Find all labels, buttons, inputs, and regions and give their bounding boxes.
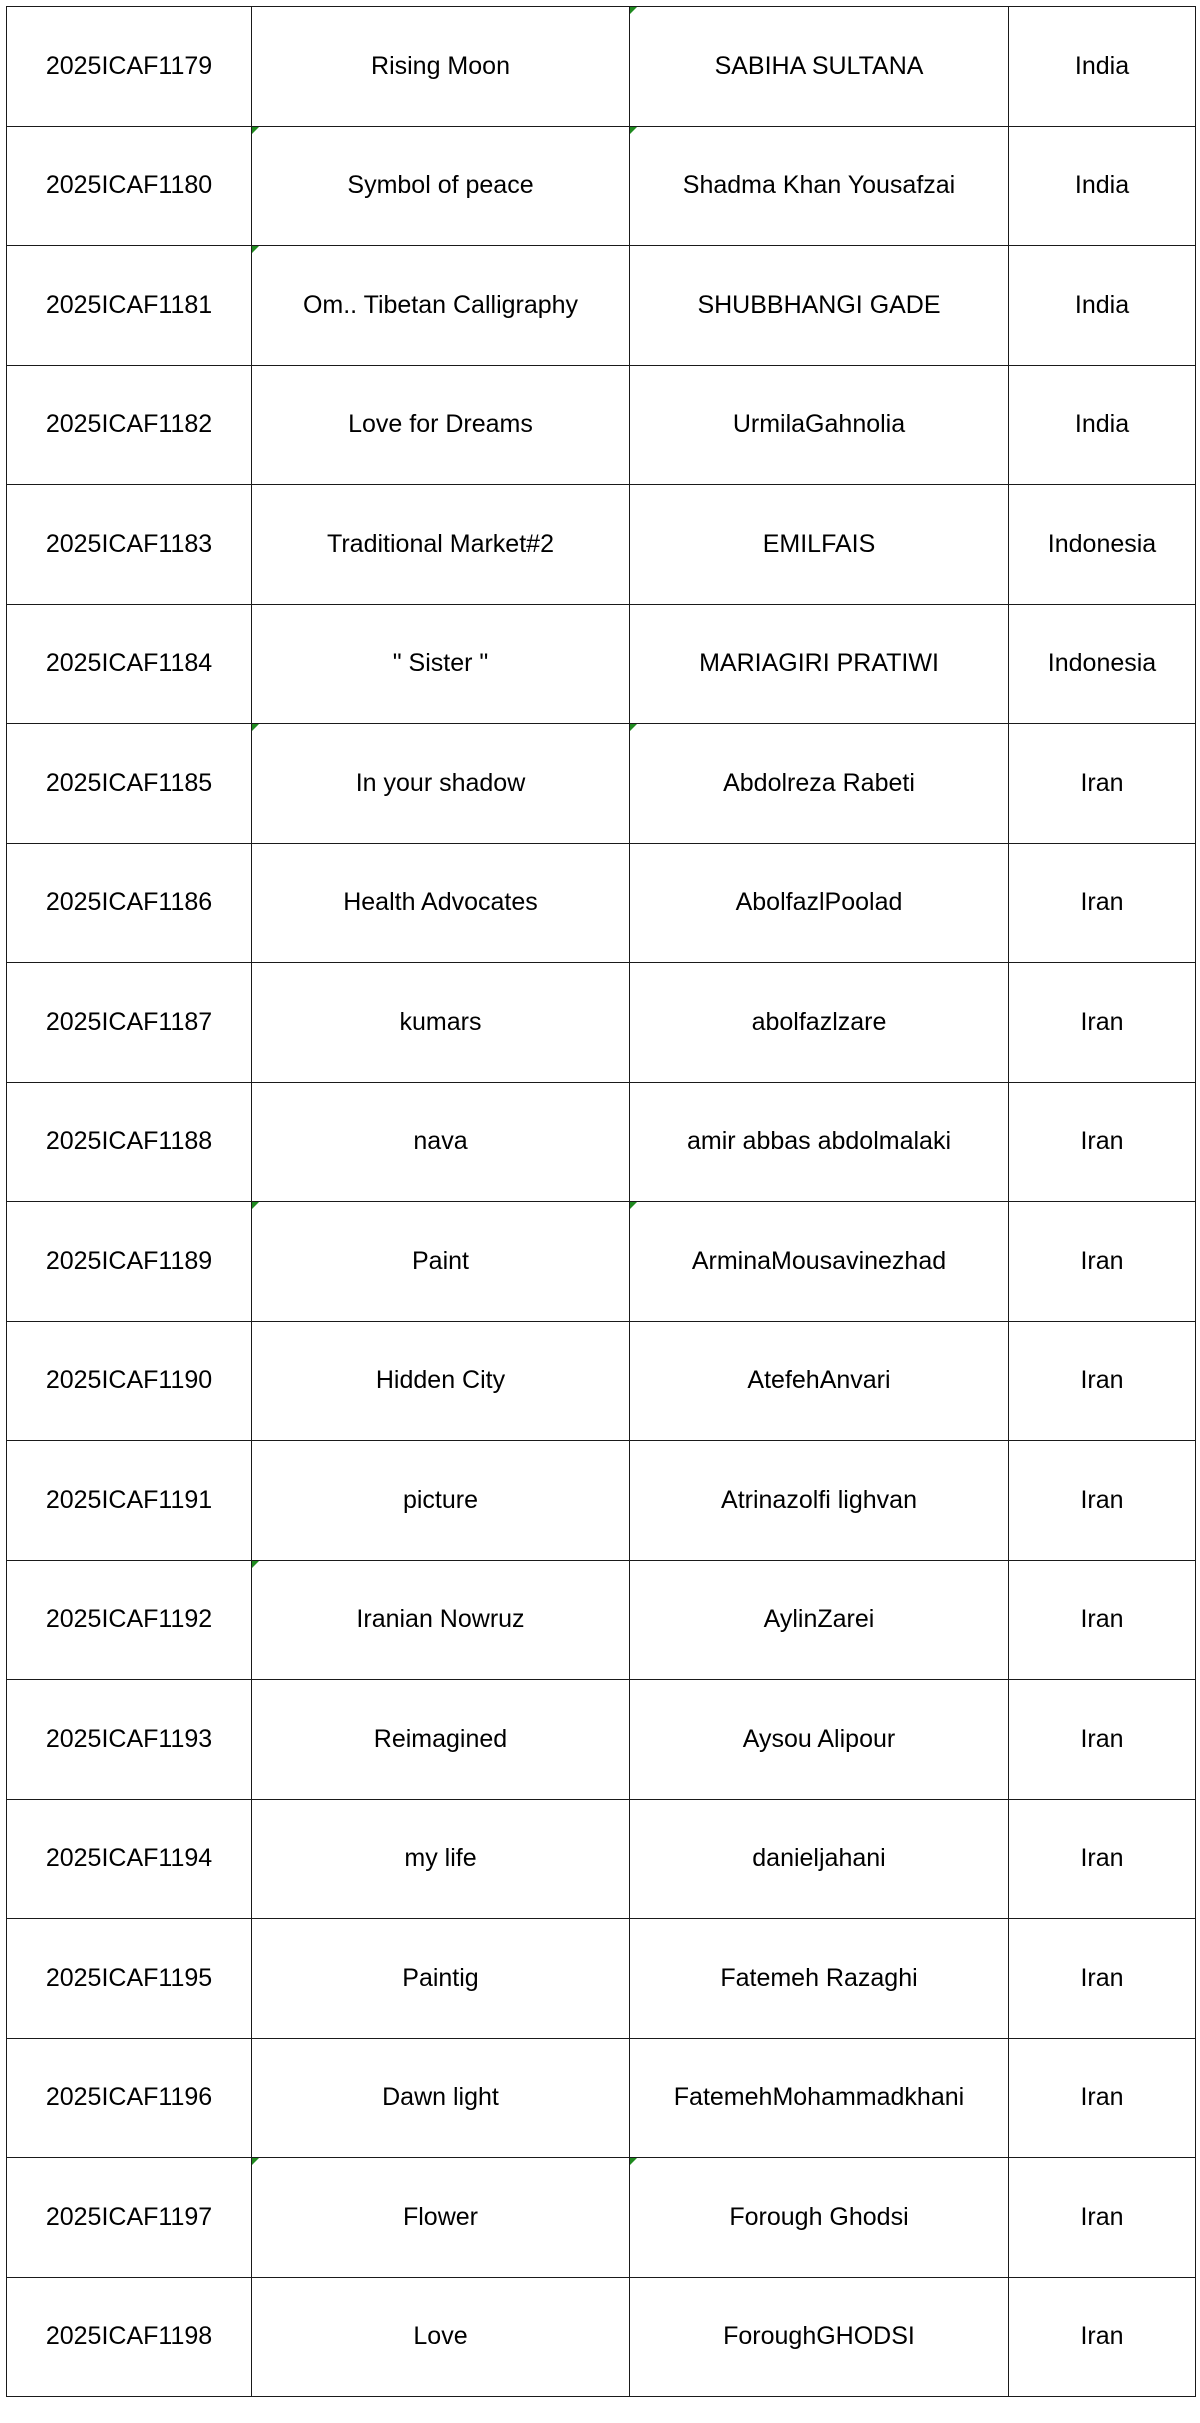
comment-indicator-icon[interactable] [252,246,259,253]
artist-name-cell[interactable] [630,1082,1009,1202]
table-row [7,2277,1196,2397]
artist-name-cell[interactable] [630,485,1009,605]
comment-indicator-icon[interactable] [630,1202,637,1209]
artist-name-text: Forough Ghodsi [729,2202,909,2231]
country-cell[interactable]: India [1009,7,1196,127]
artist-name-cell[interactable] [630,126,1009,246]
artwork-title-cell[interactable] [252,1321,630,1441]
artwork-title-text: kumars [399,1007,482,1036]
artwork-title-text: In your shadow [355,768,526,797]
country-cell[interactable]: Iran [1009,1560,1196,1680]
country-cell[interactable]: Iran [1009,1680,1196,1800]
entry-id-cell[interactable]: 2025ICAF1190 [7,1321,252,1441]
table-row [7,604,1196,724]
artwork-title-cell[interactable] [252,604,630,724]
country-cell[interactable]: India [1009,365,1196,485]
artist-name-text: AtefehAnvari [747,1366,891,1395]
entry-id-cell[interactable]: 2025ICAF1192 [7,1560,252,1680]
table-row [7,365,1196,485]
artwork-title-text: Iranian Nowruz [356,1605,525,1634]
artist-name-text: AylinZarei [763,1605,875,1634]
country-cell[interactable]: Indonesia [1009,604,1196,724]
artwork-title-cell[interactable] [252,126,630,246]
comment-indicator-icon[interactable] [252,2158,259,2165]
artist-name-text: FatemehMohammadkhani [673,2083,965,2112]
artist-name-text: Shadma Khan Yousafzai [682,171,956,200]
artist-name-text: danieljahani [752,1844,886,1873]
artist-name-text: AbolfazlPoolad [735,888,903,917]
artwork-title-text: Traditional Market#2 [327,529,554,558]
entry-id-cell[interactable]: 2025ICAF1181 [7,246,252,366]
artwork-title-cell[interactable] [252,1202,630,1322]
country-cell[interactable]: Iran [1009,1441,1196,1561]
entries-table-body [7,7,1196,2397]
comment-indicator-icon[interactable] [630,7,637,14]
artwork-title-text: Paint [412,1246,469,1275]
artist-name-text: SHUBBHANGI GADE [697,290,941,319]
entry-id-cell[interactable]: 2025ICAF1183 [7,485,252,605]
entry-id-cell[interactable]: 2025ICAF1194 [7,1799,252,1919]
artist-name-text: Abdolreza Rabeti [723,768,915,797]
artist-name-cell[interactable] [630,1799,1009,1919]
entry-id-cell[interactable]: 2025ICAF1180 [7,126,252,246]
table-row [7,246,1196,366]
artwork-title-cell[interactable] [252,365,630,485]
artist-name-cell[interactable] [630,7,1009,127]
artwork-title-cell[interactable] [252,724,630,844]
artwork-title-cell[interactable] [252,843,630,963]
comment-indicator-icon[interactable] [252,1561,259,1568]
entry-id-cell[interactable]: 2025ICAF1179 [7,7,252,127]
table-row [7,485,1196,605]
country-cell[interactable]: Iran [1009,724,1196,844]
artwork-title-text: Flower [402,2202,478,2231]
artist-name-cell[interactable] [630,365,1009,485]
artwork-title-text: Rising Moon [371,51,510,80]
comment-indicator-icon[interactable] [252,127,259,134]
table-row [7,1321,1196,1441]
country-cell[interactable]: Iran [1009,2158,1196,2278]
entry-id-cell[interactable]: 2025ICAF1182 [7,365,252,485]
comment-indicator-icon[interactable] [252,1202,259,1209]
country-cell[interactable]: Iran [1009,1321,1196,1441]
entry-id-cell[interactable]: 2025ICAF1189 [7,1202,252,1322]
artist-name-text: amir abbas abdolmalaki [686,1127,952,1156]
entry-id-cell[interactable]: 2025ICAF1195 [7,1919,252,2039]
entry-id-cell[interactable]: 2025ICAF1185 [7,724,252,844]
country-cell[interactable]: Iran [1009,1799,1196,1919]
artwork-title-cell[interactable] [252,1441,630,1561]
table-row [7,1082,1196,1202]
country-cell[interactable]: Iran [1009,1082,1196,1202]
country-cell[interactable]: Iran [1009,1919,1196,2039]
entries-table [6,6,1196,2397]
table-row [7,2158,1196,2278]
artist-name-text: SABIHA SULTANA [714,51,924,80]
artist-name-cell[interactable] [630,843,1009,963]
artwork-title-text: nava [413,1127,468,1156]
artist-name-text: Fatemeh Razaghi [720,1963,918,1992]
table-row [7,1202,1196,1322]
table-row [7,126,1196,246]
country-cell[interactable]: Indonesia [1009,485,1196,605]
artist-name-cell[interactable] [630,1321,1009,1441]
country-cell[interactable]: Iran [1009,843,1196,963]
table-row [7,843,1196,963]
artwork-title-cell[interactable] [252,1560,630,1680]
country-cell[interactable]: India [1009,246,1196,366]
comment-indicator-icon[interactable] [252,724,259,731]
table-row [7,1799,1196,1919]
artwork-title-cell[interactable] [252,1799,630,1919]
artwork-title-cell[interactable] [252,7,630,127]
artist-name-text: MARIAGIRI PRATIWI [699,649,939,678]
comment-indicator-icon[interactable] [630,724,637,731]
country-cell[interactable]: Iran [1009,963,1196,1083]
artwork-title-text: Love for Dreams [348,410,533,439]
artist-name-cell[interactable] [630,2158,1009,2278]
artist-name-cell[interactable] [630,246,1009,366]
artwork-title-text: Love [413,2322,468,2351]
artwork-title-cell[interactable] [252,485,630,605]
artist-name-text: Aysou Alipour [742,1724,896,1753]
artwork-title-text: Reimagined [373,1724,508,1753]
country-cell[interactable]: Iran [1009,2038,1196,2158]
artwork-title-cell[interactable] [252,963,630,1083]
artwork-title-text: picture [402,1485,479,1514]
artwork-title-text: my life [404,1844,477,1873]
artwork-title-text: Health Advocates [343,888,538,917]
artist-name-text: ForoughGHODSI [723,2322,915,2351]
artist-name-cell[interactable] [630,1680,1009,1800]
artist-name-cell[interactable] [630,724,1009,844]
entry-id-cell[interactable]: 2025ICAF1188 [7,1082,252,1202]
artwork-title-text: Symbol of peace [347,171,534,200]
table-row [7,7,1196,127]
artist-name-text: Atrinazolfi lighvan [721,1485,917,1514]
artwork-title-cell[interactable] [252,1680,630,1800]
table-row [7,724,1196,844]
entry-id-cell[interactable]: 2025ICAF1198 [7,2277,252,2397]
table-row [7,1680,1196,1800]
artist-name-cell[interactable] [630,604,1009,724]
artwork-title-cell[interactable] [252,1082,630,1202]
artist-name-text: ArminaMousavinezhad [691,1246,947,1275]
artist-name-cell[interactable] [630,1919,1009,2039]
table-row [7,963,1196,1083]
country-cell[interactable]: Iran [1009,2277,1196,2397]
entry-id-cell[interactable]: 2025ICAF1186 [7,843,252,963]
artwork-title-text: Om.. Tibetan Calligraphy [302,290,579,319]
artist-name-text: EMILFAIS [762,529,876,558]
entry-id-cell[interactable]: 2025ICAF1191 [7,1441,252,1561]
artwork-title-cell[interactable] [252,246,630,366]
artist-name-text: UrmilaGahnolia [732,410,906,439]
artist-name-cell[interactable] [630,963,1009,1083]
artwork-title-cell[interactable] [252,2158,630,2278]
entry-id-cell[interactable]: 2025ICAF1193 [7,1680,252,1800]
artist-name-cell[interactable] [630,1441,1009,1561]
artist-name-cell[interactable] [630,1560,1009,1680]
entry-id-cell[interactable]: 2025ICAF1187 [7,963,252,1083]
comment-indicator-icon[interactable] [630,2158,637,2165]
country-cell[interactable]: Iran [1009,1202,1196,1322]
country-cell[interactable]: India [1009,126,1196,246]
artwork-title-text: Dawn light [382,2083,499,2112]
artwork-title-cell[interactable] [252,2277,630,2397]
comment-indicator-icon[interactable] [630,127,637,134]
artist-name-text: abolfazlzare [751,1007,887,1036]
artist-name-cell[interactable] [630,1202,1009,1322]
table-row [7,1560,1196,1680]
table-row [7,1919,1196,2039]
artwork-title-text: Paintig [402,1963,479,1992]
table-row [7,2038,1196,2158]
artwork-title-text: Hidden City [375,1366,506,1395]
artist-name-cell[interactable] [630,2038,1009,2158]
entry-id-cell[interactable]: 2025ICAF1184 [7,604,252,724]
artwork-title-cell[interactable] [252,2038,630,2158]
entry-id-cell[interactable]: 2025ICAF1196 [7,2038,252,2158]
entry-id-cell[interactable]: 2025ICAF1197 [7,2158,252,2278]
artwork-title-text: " Sister " [392,649,489,678]
artist-name-cell[interactable] [630,2277,1009,2397]
table-row [7,1441,1196,1561]
artwork-title-cell[interactable] [252,1919,630,2039]
